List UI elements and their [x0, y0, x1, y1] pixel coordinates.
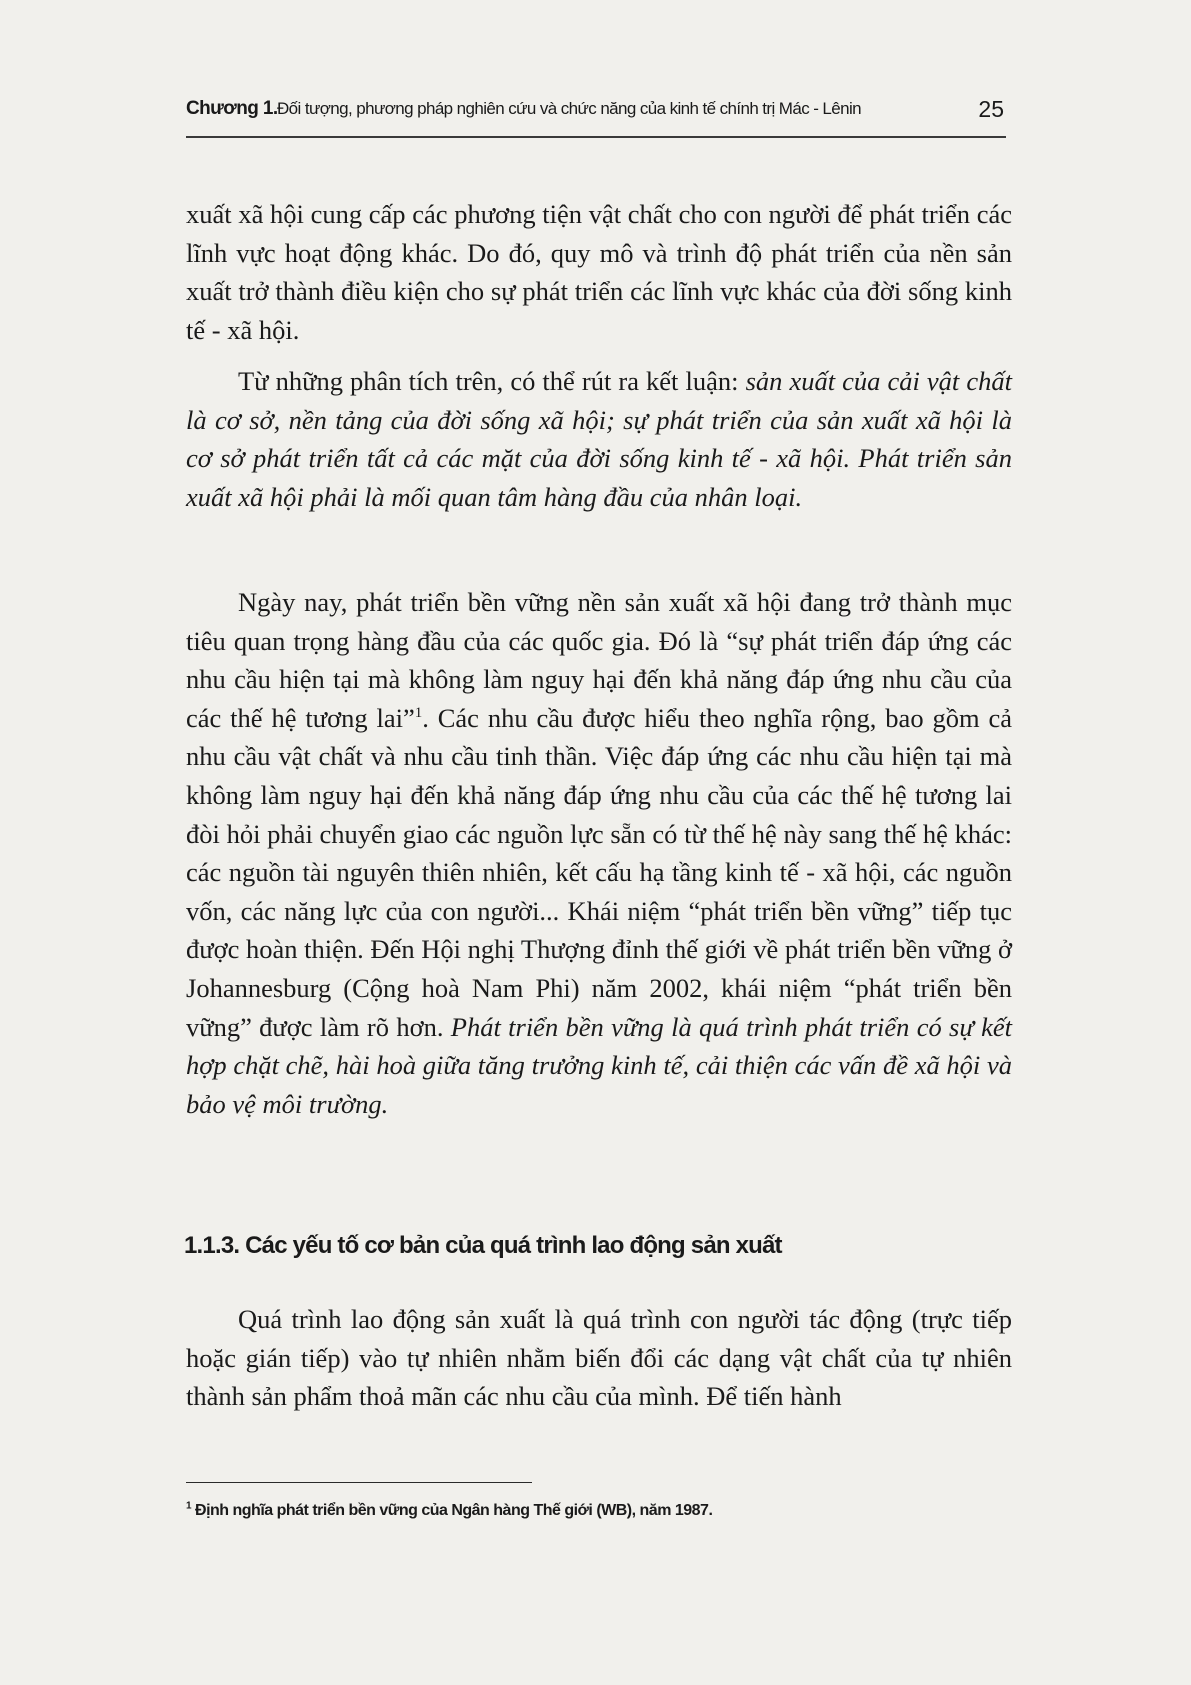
paragraph-2-lead: Từ những phân tích trên, có thể rút ra kết luận:: [238, 366, 746, 396]
footnote: [186, 1502, 712, 1520]
paragraph-1: xuất xã hội cung cấp các phương tiện vật chất cho con người để phát triển các lĩnh vực hoạt động khác. Do đó, quy mô và trình độ phát triển của nền sản xuất trở thành điều kiện cho sự phát triển các lĩnh vực khác của đời sống kinh tế - xã hội.: [186, 199, 1012, 345]
paragraph-2: [186, 362, 1012, 516]
paragraph-4: Quá trình lao động sản xuất là quá trình con người tác động (trực tiếp hoặc gián tiếp) vào tự nhiên nhằm biến đổi các dạng vật chất của tự nhiên thành sản phẩm thoả mãn các nhu cầu của mình. Để tiến hành: [186, 1304, 1012, 1412]
running-header: [186, 96, 1006, 138]
footnote-marker: 1: [186, 1500, 192, 1512]
page-number: 25: [978, 96, 1004, 122]
paragraph-3-emphasis: Phát triển bền vững là quá trình phát triển có sự kết hợp chặt chẽ, hài hoà giữa tăng trưởng kinh tế, cải thiện các vấn đề xã hội và bảo vệ môi trường.: [186, 1011, 1013, 1119]
footnote-divider: [186, 1482, 532, 1483]
paragraph-3: [186, 583, 1012, 1123]
section-heading: 1.1.3. Các yếu tố cơ bản của quá trình lao động sản xuất: [184, 1232, 782, 1259]
chapter-title: Đối tượng, phương pháp nghiên cứu và chức năng của kinh tế chính trị Mác - Lênin: [277, 99, 862, 118]
paragraph-3-text: Ngày nay, phát triển bền vững nền sản xuất xã hội đang trở thành mục tiêu quan trọng hàng đầu của các quốc gia. Đó là “sự phát triển đáp ứng các nhu cầu hiện tại mà không làm nguy hại đến khả năng đáp ứng nhu cầu của các thế hệ tương lai”: [186, 587, 1012, 733]
paragraph-2-emphasis: sản xuất của cải vật chất là cơ sở, nền tảng của đời sống xã hội; sự phát triển của sản xuất xã hội là cơ sở phát triển tất cả các mặt của đời sống kinh tế - xã hội. Phát triển sản xuất xã hội phải là mối quan tâm hàng đầu của nhân loại.: [186, 366, 1012, 512]
paragraph-3-text-cont: . Các nhu cầu được hiểu theo nghĩa rộng, bao gồm cả nhu cầu vật chất và nhu cầu tinh thần. Việc đáp ứng các nhu cầu hiện tại mà không làm nguy hại đến khả năng đáp ứng nhu cầu của các thế hệ tương lai đòi hỏi phải chuyển giao các nguồn lực sẵn có từ thế hệ này sang thế hệ khác: các nguồn tài nguyên thiên nhiên, kết cấu hạ tầng kinh tế - xã hội, các nguồn vốn, các năng lực của con người... Khái niệm “phát triển bền vững” tiếp tục được hoàn thiện. Đến Hội nghị Thượng đỉnh thế giới về phát triển bền vững ở Johannesburg (Cộng hoà Nam Phi) năm 2002, khái niệm “phát triển bền vững” được làm rõ hơn.: [186, 702, 1012, 1042]
chapter-label: Chương 1.: [186, 98, 278, 119]
footnote-text: Định nghĩa phát triển bền vững của Ngân hàng Thế giới (WB), năm 1987.: [191, 1502, 713, 1519]
footnote-reference[interactable]: 1: [414, 704, 423, 721]
